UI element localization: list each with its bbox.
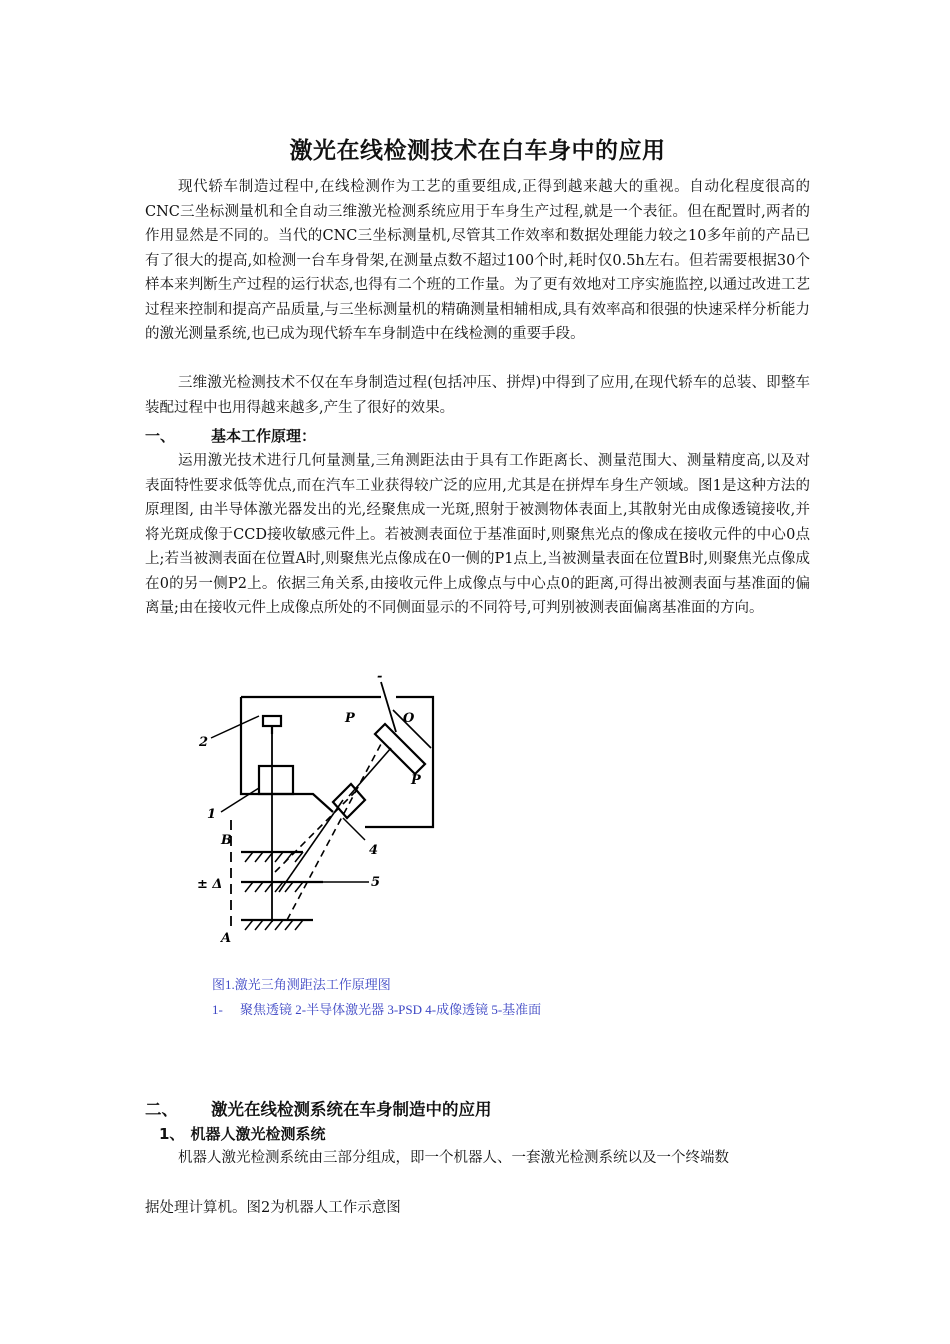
subsection-number: 1、	[159, 1125, 185, 1143]
section-heading-2	[145, 1096, 492, 1120]
label-o: O	[403, 711, 415, 726]
paragraph-3d-laser: 三维激光检测技术不仅在车身制造过程(包括冲压、拼焊)中得到了应用,在现代轿车的总装、即整车装配过程中也用得越来越多,产生了很好的效果。	[145, 375, 810, 416]
paragraph-principle: 运用激光技术进行几何量测量,三角测距法由于具有工作距离长、测量范围大、测量精度高,以及对表面特性要求低等优点,而在汽车工业获得较广泛的应用,尤其是在拼焊车身生产领域。图1是这种方法的原理图, 由半导体激光器发出的光,经聚焦成一光斑,照射于被测物体表面上,其散射光由成像透镜接收,并将光斑成像于CCD接收敏感元件上。若被测表面位于基准面时,则聚焦光点的像成在接收元件的中心0点上;若当被测表面在位置A时,则聚焦光点像成在0一侧的P1点上,当被测量表面在位置B时,则聚焦光点像成在0的另一侧P2上。依据三角关系,由接收元件上成像点与中心点0的距离,可得出被测表面与基准面的偏离量;由在接收元件上成像点所处的不同侧面显示的不同符号,可判别被测表面偏离基准面的方向。	[145, 453, 810, 616]
label-4: 4	[369, 843, 379, 858]
imaging-lens	[333, 784, 365, 818]
label-delta: ± Δ	[197, 877, 223, 892]
label-1: 1	[207, 807, 217, 822]
label-a: A	[221, 931, 232, 946]
subsection-title: 机器人激光检测系统	[190, 1125, 326, 1143]
figure-caption-title: 图1.激光三角测距法工作原理图	[212, 977, 391, 992]
section-heading-1	[145, 425, 316, 446]
paragraph-robot-system-continued: 据处理计算机。图2为机器人工作示意图	[145, 1200, 401, 1216]
paragraph-robot-system: 机器人激光检测系统由三部分组成，即一个机器人、一套激光检测系统以及一个终端数	[178, 1150, 729, 1166]
label-2: 2	[199, 735, 209, 750]
document-title: 激光在线检测技术在白车身中的应用	[289, 138, 666, 164]
section-title: 激光在线检测系统在车身制造中的应用	[211, 1100, 492, 1119]
paragraph-intro: 现代轿车制造过程中,在线检测作为工艺的重要组成,正得到越来越大的重视。自动化程度很高的CNC三坐标测量机和全自动三维激光检测系统应用于车身生产过程,就是一个表征。但在配置时,两者的作用显然是不同的。当代的CNC三坐标测量机,尽管其工作效率和数据处理能力较之10多年前的产品已有了很大的提高,如检测一台车身骨架,在测量点数不超过100个时,耗时仅0.5h左右。但若需要根据30个样本来判断生产过程的运行状态,也得有二个班的工作量。为了更有效地对工序实施监控,以通过改进工艺过程来控制和提高产品质量,与三坐标测量机的精确测量相辅相成,具有效率高和很强的快速采样分析能力的激光测量系统,也已成为现代轿车车身制造中在线检测的重要手段。	[145, 179, 810, 342]
triangulation-diagram	[193, 672, 493, 947]
caption-items: 聚焦透镜 2-半导体激光器 3-PSD 4-成像透镜 5-基准面	[240, 1002, 542, 1017]
section-title: 基本工作原理：	[211, 427, 317, 445]
label-5: 5	[371, 875, 381, 890]
section-number: 一、	[145, 427, 176, 445]
figure-caption-legend	[212, 999, 541, 1018]
label-tick: -	[377, 672, 383, 684]
label-p-left: P	[345, 711, 355, 726]
label-b: B	[221, 833, 232, 848]
caption-lead: 1-	[212, 1002, 223, 1017]
laser-diode	[263, 716, 281, 726]
focusing-lens	[259, 766, 293, 794]
subsection-heading-1	[159, 1123, 325, 1144]
psd-receiver	[375, 724, 425, 774]
label-p-right: P	[411, 773, 421, 788]
section-number: 二、	[145, 1100, 178, 1119]
